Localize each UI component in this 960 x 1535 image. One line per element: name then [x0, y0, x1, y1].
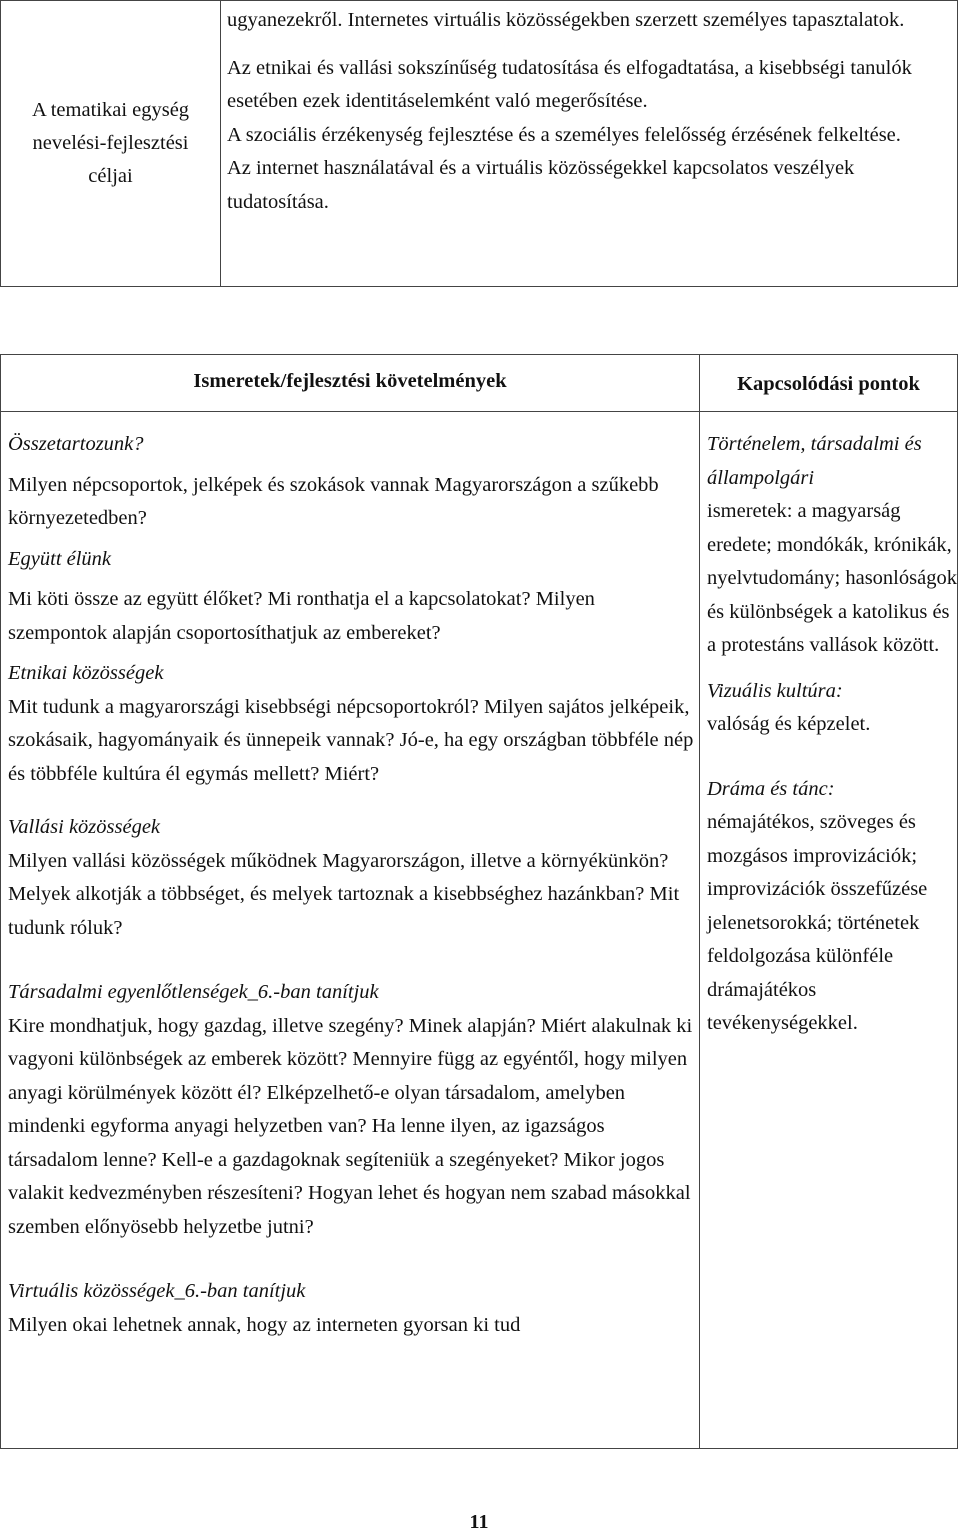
- connection-text: valóság és képzelet.: [707, 713, 871, 735]
- goals-table-divider: [220, 1, 221, 286]
- goals-paragraph: ugyanezekről. Internetes virtuális közösségekben szerzett személyes tapasztalatok.: [227, 9, 905, 31]
- section-text: Mi köti össze az együtt élőket? Mi ronthatja el a kapcsolatokat? Milyen szempontok alapján csoportosíthatjuk az embereket?: [8, 588, 595, 644]
- section-title: Virtuális közösségek_6.-ban tanítjuk: [8, 1280, 306, 1302]
- connection-title: Történelem, társadalmi és állampolgári: [707, 433, 922, 489]
- section-text: Milyen népcsoportok, jelképek és szokások vannak Magyarországon a szűkebb környezetedben?: [8, 473, 659, 529]
- goals-label: [1, 1, 220, 286]
- column-divider: [699, 355, 700, 1448]
- section-title: Összetartozunk?: [8, 433, 144, 455]
- goals-label-line: A tematikai egység: [31, 99, 190, 121]
- goals-label-line: nevelési-fejlesztési: [32, 132, 189, 154]
- section-title: Együtt élünk: [8, 547, 112, 570]
- connection-title: Vizuális kultúra:: [707, 679, 843, 702]
- connection-title: Dráma és tánc:: [707, 777, 835, 800]
- section-text: Kire mondhatjuk, hogy gazdag, illetve szegény? Minek alapján? Miért alakulnak ki vagyoni különbségek az emberek között? Mennyire függ az egyéntől, hogy milyen anyagi körülmények között él? Elképzelhető-e olyan társadalom, amelyben mindenki egyforma anyagi helyzetben van? Ha lenne ilyen, az igazságos társadalom lenne? Kell-e a gazdagoknak segíteniük a szegényeket? Mikor jogos valakit kedvezményben részesíteni? Hogyan lehet és hogyan nem szabad másokkal szemben előnyösebb helyzetbe jutni?: [8, 1014, 693, 1238]
- goals-paragraph: Az internet használatával és a virtuális közösségekkel kapcsolatos veszélyek tudatosítása.: [227, 157, 855, 213]
- goals-paragraph: Az etnikai és vallási sokszínűség tudatosítása és elfogadtatása, a kisebbségi tanulók esetében ezek identitáselemként való megerősítése.: [227, 56, 912, 112]
- header-divider: [1, 411, 957, 412]
- header-requirements: Ismeretek/fejlesztési követelmények: [193, 370, 507, 392]
- header-connections: Kapcsolódási pontok: [737, 373, 920, 395]
- section-title: Vallási közösségek: [8, 816, 161, 838]
- goals-table: [0, 0, 958, 287]
- connection-text: némajátékos, szöveges és mozgásos improvizációk; improvizációk összefűzése jelenetsorokká; történetek feldolgozása különféle drámajátékos tevékenységekkel.: [707, 811, 928, 1034]
- connection-text: ismeretek: a magyarság eredete; mondókák, krónikák, nyelvtudomány; hasonlóságok és különbségek a katolikus és a protestáns vallások között.: [707, 500, 957, 656]
- page-number: 11: [469, 1511, 489, 1533]
- goals-label-line: céljai: [88, 165, 133, 187]
- goals-paragraph: A szociális érzékenység fejlesztése és a személyes felelősség érzésének felkeltése.: [227, 123, 901, 146]
- section-title: Társadalmi egyenlőtlenségek_6.-ban tanítjuk: [8, 981, 379, 1003]
- requirements-table: [0, 354, 958, 1449]
- section-title: Etnikai közösségek: [8, 662, 164, 684]
- section-text: Mit tudunk a magyarországi kisebbségi népcsoportokról? Milyen sajátos jelképeik, szokásaik, hagyományaik és ünnepeik vannak? Jó-e, ha egy országban többféle nép és többféle kultúra él egymás mellett? Miért?: [8, 695, 694, 785]
- requirements-column: [8, 428, 696, 1342]
- connections-column: [707, 428, 957, 1041]
- section-text: Milyen vallási közösségek működnek Magyarországon, illetve a környékünkön? Melyek alkotják a többséget, és melyek tartoznak a kisebbséghez hazánkban? Mit tudunk róluk?: [8, 849, 680, 939]
- goals-content: [227, 4, 957, 219]
- section-text: Milyen okai lehetnek annak, hogy az interneten gyorsan ki tud: [8, 1313, 521, 1336]
